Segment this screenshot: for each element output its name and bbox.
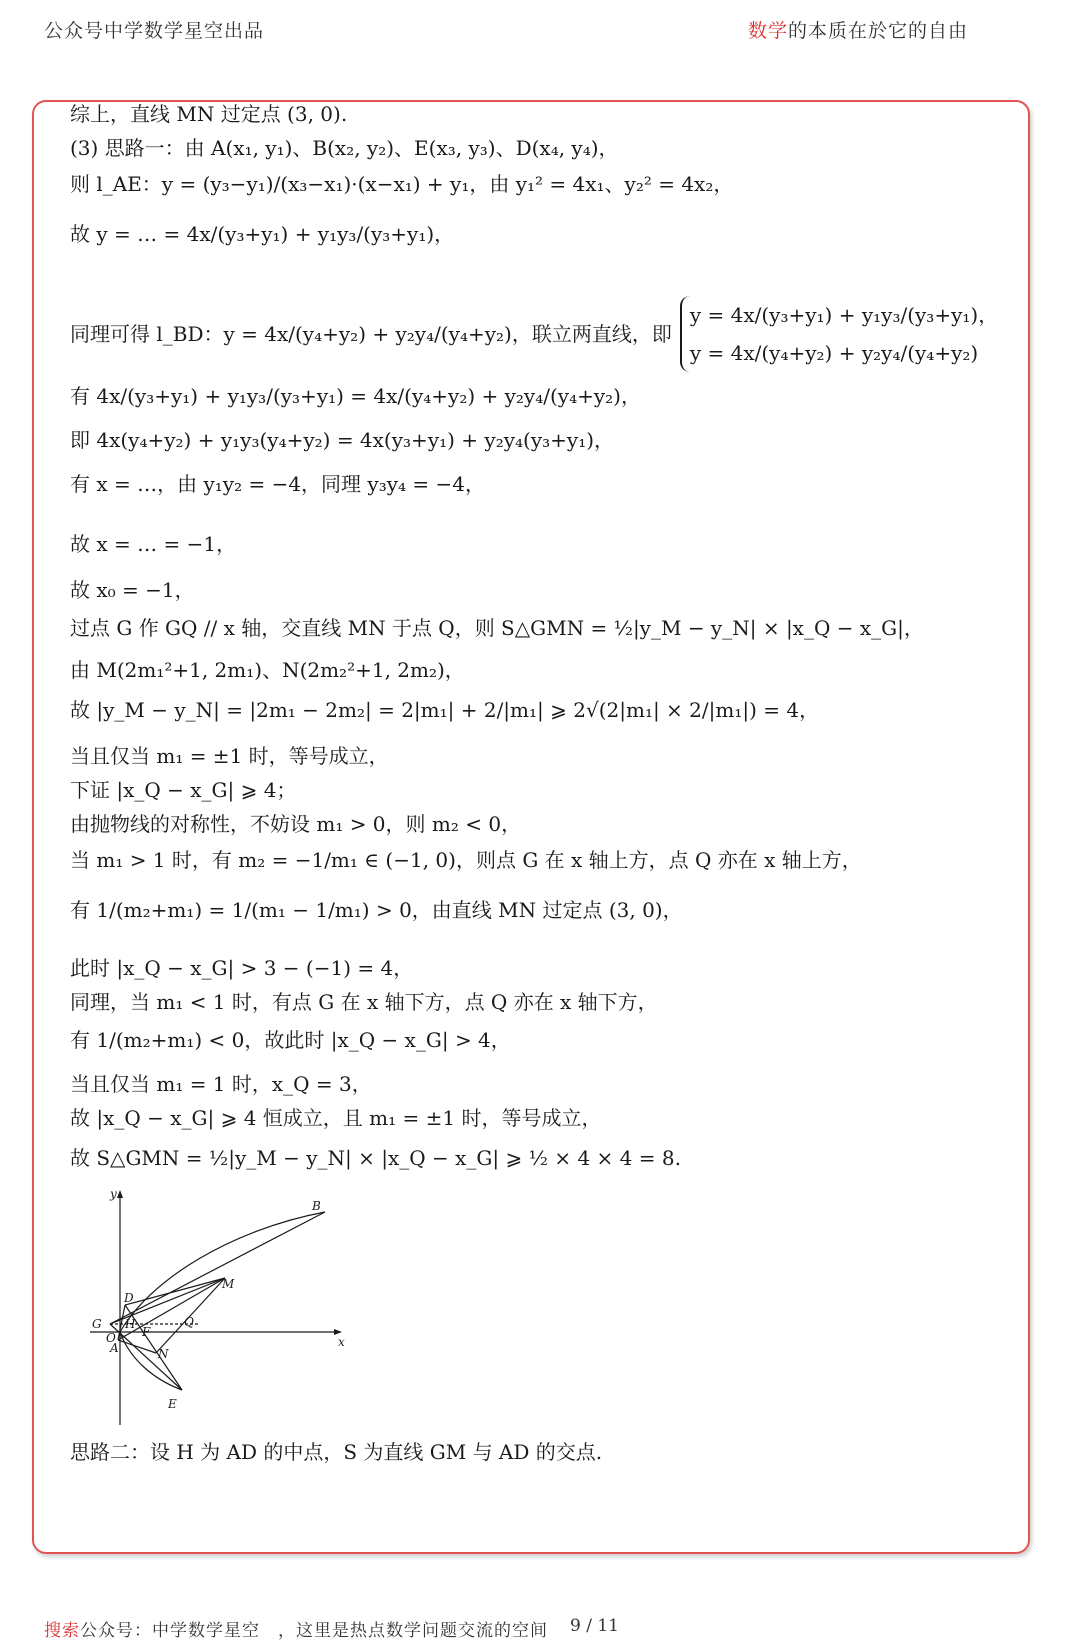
line-1: 综上，直线 MN 过定点 (3, 0). [70, 102, 348, 126]
line-5-text: 同理可得 l_BD：y = 4x/(y₄+y₂) + y₂y₄/(y₄+y₂)，联立两直线，即 [70, 322, 672, 346]
line-GB [110, 1212, 325, 1324]
system-of-lines: y = 4x/(y₃+y₁) + y₁y₃/(y₃+y₁)， y = 4x/(y₄+y₂) + y₂y₄/(y₄+y₂) [680, 296, 998, 372]
line-7: 即 4x(y₄+y₂) + y₁y₃(y₄+y₂) = 4x(y₃+y₁) + y₂y₄(y₃+y₁)， [70, 428, 615, 452]
label-A: A [110, 1341, 119, 1355]
line-13: 故 |y_M − y_N| = |2m₁ − 2m₂| = 2|m₁| + 2/|m₁| ⩾ 2√(2|m₁| × 2/|m₁|) = 4， [70, 698, 820, 722]
label-G: G [92, 1317, 102, 1331]
label-N: N [158, 1347, 169, 1361]
label-B: B [312, 1199, 321, 1213]
line-3: 则 l_AE：y = (y₃−y₁)/(x₃−x₁)·(x−x₁) + y₁，由 y₁² = 4x₁、y₂² = 4x₂， [70, 172, 734, 196]
line-21: 有 1/(m₂+m₁) < 0，故此时 |x_Q − x_G| > 4， [70, 1028, 511, 1052]
header-right [748, 16, 968, 43]
label-E: E [168, 1397, 177, 1411]
line-20: 同理，当 m₁ < 1 时，有点 G 在 x 轴下方，点 Q 亦在 x 轴下方， [70, 990, 658, 1014]
header-right-rest: 的本质在於它的自由 [787, 20, 968, 42]
footer-text: 公众号：中学数学星空 ，这里是热点数学问题交流的空间 [80, 1621, 548, 1641]
line-5 [70, 296, 998, 372]
line-25: 思路二：设 H 为 AD 的中点，S 为直线 GM 与 AD 的交点. [70, 1440, 603, 1464]
footer-search: 搜索 [44, 1621, 80, 1641]
line-6: 有 4x/(y₃+y₁) + y₁y₃/(y₃+y₁) = 4x/(y₄+y₂) + y₂y₄/(y₄+y₂)， [70, 384, 641, 408]
y-axis-arrow [117, 1190, 123, 1198]
page-number: 9 / 11 [570, 1616, 619, 1636]
line-22: 当且仅当 m₁ = 1 时，x_Q = 3， [70, 1072, 372, 1096]
parabola [120, 1212, 325, 1390]
header-right-red: 数学 [747, 20, 788, 42]
line-2: (3) 思路一：由 A(x₁, y₁)、B(x₂, y₂)、E(x₃, y₃)、D(x₄, y₄)， [70, 136, 619, 160]
line-12: 由 M(2m₁²+1, 2m₁)、N(2m₂²+1, 2m₂)， [70, 658, 465, 682]
label-F: F [142, 1325, 151, 1339]
line-14: 当且仅当 m₁ = ±1 时，等号成立， [70, 744, 389, 768]
line-15: 下证 |x_Q − x_G| ⩾ 4； [70, 778, 297, 802]
line-DM [125, 1278, 225, 1305]
line-18: 有 1/(m₂+m₁) = 1/(m₁ − 1/m₁) > 0，由直线 MN 过定点 (3, 0)， [70, 898, 683, 922]
label-H: H [125, 1317, 136, 1331]
line-11: 过点 G 作 GQ // x 轴，交直线 MN 于点 Q，则 S△GMN = ½|y_M − y_N| × |x_Q − x_G|， [70, 616, 924, 640]
label-y: y [110, 1190, 117, 1201]
label-M: M [222, 1277, 235, 1291]
line-4: 故 y = … = 4x/(y₃+y₁) + y₁y₃/(y₃+y₁)， [70, 222, 455, 246]
line-23: 故 |x_Q − x_G| ⩾ 4 恒成立，且 m₁ = ±1 时，等号成立， [70, 1106, 602, 1130]
line-10: 故 x₀ = −1， [70, 578, 195, 602]
header-left: 公众号中学数学星空出品 [44, 20, 265, 42]
line-17: 当 m₁ > 1 时，有 m₂ = −1/m₁ ∈ (−1, 0)，则点 G 在 x 轴上方，点 Q 亦在 x 轴上方， [70, 848, 862, 872]
line-19: 此时 |x_Q − x_G| > 3 − (−1) = 4， [70, 956, 414, 980]
footer [44, 1616, 548, 1641]
line-8: 有 x = …，由 y₁y₂ = −4，同理 y₃y₄ = −4， [70, 472, 485, 496]
line-24: 故 S△GMN = ½|y_M − y_N| × |x_Q − x_G| ⩾ ½ × 4 × 4 = 8. [70, 1146, 681, 1170]
label-x: x [338, 1335, 345, 1349]
line-9: 故 x = … = −1， [70, 532, 237, 556]
geometry-figure [80, 1190, 360, 1430]
label-Q: Q [184, 1315, 194, 1329]
label-O: O [106, 1331, 116, 1345]
label-D: D [124, 1291, 134, 1305]
line-16: 由抛物线的对称性，不妨设 m₁ > 0，则 m₂ < 0， [70, 812, 522, 836]
